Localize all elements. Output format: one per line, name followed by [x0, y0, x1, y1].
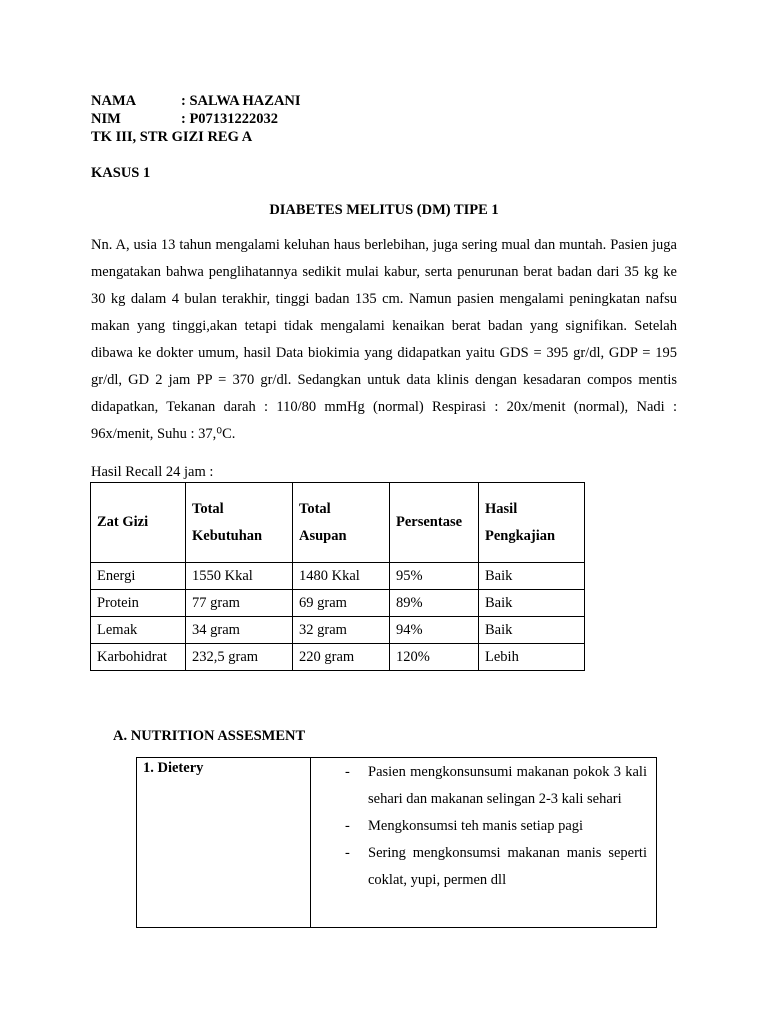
- nama-value: : SALWA HAZANI: [181, 93, 301, 109]
- recall-table: [90, 482, 585, 671]
- section-a-heading: A. NUTRITION ASSESMENT: [113, 728, 306, 744]
- cell-hasil: Lebih: [479, 644, 585, 671]
- cell-persentase: 94%: [390, 617, 479, 644]
- cell-asupan: 69 gram: [293, 590, 390, 617]
- cell-zat: Protein: [91, 590, 186, 617]
- recall-header-row: [91, 483, 585, 563]
- table-row: [91, 617, 585, 644]
- dietery-items: [311, 758, 657, 928]
- cell-hasil: Baik: [479, 563, 585, 590]
- cell-kebutuhan: 232,5 gram: [186, 644, 293, 671]
- list-item-text: Mengkonsumsi teh manis setiap pagi: [368, 818, 584, 834]
- case-label: KASUS 1: [91, 165, 151, 181]
- nama-label: NAMA: [91, 93, 137, 109]
- document-title: DIABETES MELITUS (DM) TIPE 1: [269, 202, 499, 218]
- header-zat-gizi: Zat Gizi: [91, 483, 186, 563]
- cell-hasil: Baik: [479, 617, 585, 644]
- cell-zat: Energi: [91, 563, 186, 590]
- header-hasil-pengkajian: Hasil Pengkajian: [479, 483, 585, 563]
- header-total-asupan: Total Asupan: [293, 483, 390, 563]
- case-paragraph: Nn. A, usia 13 tahun mengalami keluhan haus berlebihan, juga sering mual dan muntah. Pasien juga mengatakan bahwa penglihatannya sedikit mulai kabur, serta penurunan berat badan dari 35 kg ke 30 kg dalam 4 bulan terakhir, tinggi badan 135 cm. Namun pasien mengalami peningkatan nafsu makan yang tinggi,akan tetapi tidak mengalami kenaikan berat badan yang signifikan. Setelah dibawa ke dokter umum, hasil Data biokimia yang didapatkan yaitu GDS = 395 gr/dl, GDP = 195 gr/dl, GD 2 jam PP = 370 gr/dl. Sedangkan untuk data klinis dengan kesadaran compos mentis didapatkan, Tekanan darah : 110/80 mmHg (normal) Respirasi : 20x/menit (normal), Nadi : 96x/menit, Suhu : 37,⁰C.: [91, 237, 677, 442]
- list-dash: -: [345, 818, 350, 834]
- nutrition-assessment-table: [136, 757, 657, 928]
- table-row: [91, 590, 585, 617]
- cell-zat: Karbohidrat: [91, 644, 186, 671]
- cell-persentase: 89%: [390, 590, 479, 617]
- nim-value: : P07131222032: [181, 111, 279, 127]
- list-dash: -: [345, 845, 350, 861]
- dietery-row: [137, 758, 657, 928]
- cell-hasil: Baik: [479, 590, 585, 617]
- cell-asupan: 220 gram: [293, 644, 390, 671]
- dietery-label: 1. Dietery: [143, 760, 204, 776]
- list-item: [312, 759, 655, 813]
- cell-kebutuhan: 77 gram: [186, 590, 293, 617]
- header-total-kebutuhan: Total Kebutuhan: [186, 483, 293, 563]
- cell-persentase: 95%: [390, 563, 479, 590]
- list-item-text: Pasien mengkonsunsumi makanan pokok 3 kali sehari dan makanan selingan 2-3 kali sehari: [368, 764, 647, 807]
- list-item: [312, 813, 655, 840]
- list-item: [312, 840, 655, 894]
- recall-label: Hasil Recall 24 jam :: [91, 464, 214, 480]
- class-label: TK III, STR GIZI REG A: [91, 129, 253, 145]
- list-dash: -: [345, 764, 350, 780]
- table-row: [91, 563, 585, 590]
- list-item-text: Sering mengkonsumsi makanan manis seperti coklat, yupi, permen dll: [368, 845, 647, 888]
- header-persentase: Persentase: [390, 483, 479, 563]
- cell-asupan: 1480 Kkal: [293, 563, 390, 590]
- cell-zat: Lemak: [91, 617, 186, 644]
- table-row: [91, 644, 585, 671]
- cell-kebutuhan: 34 gram: [186, 617, 293, 644]
- nim-label: NIM: [91, 111, 121, 127]
- cell-persentase: 120%: [390, 644, 479, 671]
- cell-asupan: 32 gram: [293, 617, 390, 644]
- cell-kebutuhan: 1550 Kkal: [186, 563, 293, 590]
